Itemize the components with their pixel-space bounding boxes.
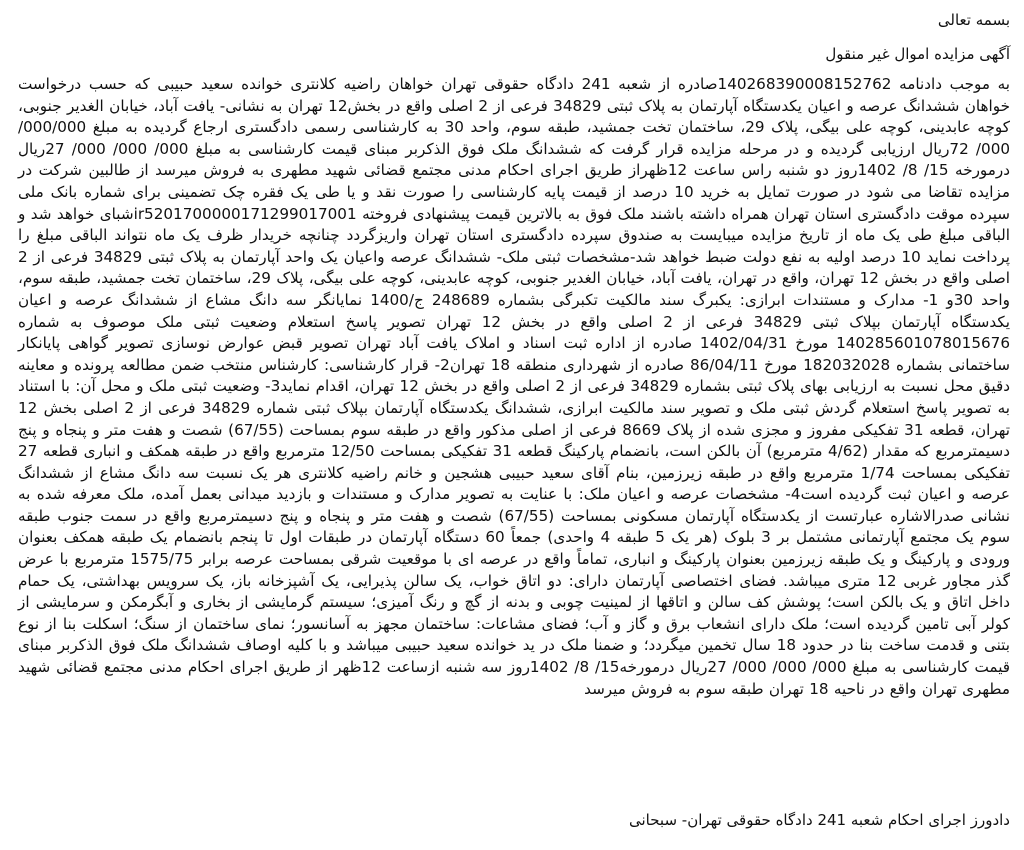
notice-title: آگهی مزایده اموال غیر منقول — [825, 45, 1010, 63]
invocation-line: بسمه تعالی — [937, 11, 1010, 29]
notice-body-paragraph: به موجب دادنامه 140268390008152762صادره از شعبه 241 دادگاه حقوقی تهران خواهان راضیه کلانتری خوانده سعید حبیبی که حسب درخواست خواهان ششدانگ عرصه و اعیان یکدستگاه آپارتمان به پلاک ثبتی 34829 فرعی از 2 اصلی واقع در بخش12 تهران به نشانی- یافت آباد، خیابان الغدیر جنوبی، کوچه عابدینی، کوچه علی بیگی، پلاک 29، ساختمان تخت جمشید، طبقه سوم، واحد 30 به کارشناسی رسمی دادگستری ارجاع گردیده به مبلغ 000/000/ 000/ 72ریال ارزیابی گردیده و در مرحله مزایده قرار گرفت که ششدانگ ملک فوق الذکربر مبنای قیمت کارشناسی به مبلغ 000/ 000/ 000/ 27ریال درمورخه 15/ 8/ 1402روز دو شنبه راس ساعت 12ظهراز طریق اجرای احکام مدنی مجتمع قضائی شهید مطهری به فروش میرسد از طالبین شرکت در مزایده تقاضا می شود در صورت تمایل به خرید 10 درصد از قیمت پایه کارشناسی را صورت نقد و یا طی یک فقره چک تضمینی برای شماره بانک ملی سپرده موقت دادگستری استان تهران همراه داشته باشند ملک فوق به بالاترین قیمت پیشنهادی فروخته ir520170000017129901700‌1شبای خواهد شد و الباقی مبلغ طی یک ماه از تاریخ مزایده میبایست به صندوق سپرده دادگستری استان تهران واریزگردد چنانچه خریدار ظرف یک ماه نتواند الباقی مبلغ را پرداخت نماید 10 درصد اولیه به نفع دولت ضبط خواهد شد-مشخصات ثبتی ملک- ششدانگ عرصه واعیان یک واحد آپارتمان به پلاک ثبتی 34829 فرعی از 2 اصلی واقع در بخش 12 تهران، واقع در تهران، یافت آباد، خیابان الغدیر جنوبی، کوچه عابدینی، کوچه علی بیگی، پلاک 29، ساختمان تخت جمشید، طبقه سوم، واحد 30و 1- مدارک و مستندات ابرازی: یکبرگ سند مالکیت تکبرگی بشماره 248689 ج/1400 نمایانگر سه دانگ مشاع از ششدانگ عرصه و اعیان یکدستگاه آپارتمان بپلاک ثبتی 34829 فرعی از 2 اصلی واقع در بخش 12 تهران تصویر پاسخ استعلام وضعیت ثبتی ملک موصوف به شماره 140285601078015676 مورخ 1402/04/31 صادره از اداره ثبت اسناد و املاک یافت آباد تهران تصویر قبض عوارض نوسازی تصویر گواهی پایانکار ساختمانی بشماره 182032028 مورخ 86/04/11 صادره از شهرداری منطقه 18 تهران2- قرار کارشناسی: کارشناس منتخب ضمن مطالعه پرونده و معاینه دقیق محل نسبت به ارزیابی بهای پلاک ثبتی بشماره 34829 فرعی از 2 اصلی واقع در بخش 12 تهران، اقدام نماید3- وضعیت ثبتی ملک و محل آن: با استناد به تصویر پاسخ استعلام گردش ثبتی ملک و تصویر سند مالکیت ابرازی، ششدانگ یکدستگاه آپارتمان بپلاک ثبتی شماره 34829 فرعی از 2 اصلی بخش 12 تهران، قطعه 31 تفکیکی مفروز و مجزی شده از پلاک 8669 فرعی از اصلی مذکور واقع در طبقه سوم بمساحت (67/55) شصت و هفت متر و پنجاه و پنج دسیمترمربع که مقدار (4/62 مترمربع) آن بالکن است، بانضمام پارکینگ قطعه 31 تفکیکی بمساحت 12/50 مترمربع واقع در طبقه همکف و انباری قطعه 27 تفکیکی بمساحت 1/74 مترمربع واقع در طبقه زیرزمین، بنام آقای سعید حبیبی هشجین و خانم راضیه کلانتری هر یک نسبت سه دانگ مشاع از ششدانگ عرصه و اعیان ثبت گردیده است4- مشخصات عرصه و اعیان ملک: با عنایت به تصویر مدارک و مستندات و بازدید میدانی بعمل آمده، ملک معرفه شده به نشانی صدرالاشاره عبارتست از یکدستگاه آپارتمان مسکونی بمساحت (67/55) شصت و هفت متر و پنجاه و پنج دسیمترمربع واقع در سمت جنوب طبقه سوم یک مجتمع آپارتمانی مشتمل بر 3 بلوک (هر یک 5 طبقه 4 واحدی) جمعاً 60 دستگاه آپارتمان در طبقات اول تا پنجم بانضمام یک طبقه همکف بعنوان ورودی و پارکینگ و یک طبقه زیرزمین بعنوان پارکینگ و انباری، تماماً واقع در عرصه ای با موقعیت شرقی بمساحت عرصه برابر 1575/75 مترمربع با عرض گذر مجاور غربی 12 متری میباشد. فضای اختصاصی آپارتمان دارای: دو اتاق خواب، یک سالن پذیرایی، یک آشپزخانه باز، یک سرویس بهداشتی، یک حمام داخل اتاق و یک بالکن است؛ پوشش کف سالن و اتاقها از لمینیت چوبی و بدنه از گچ و رنگ آمیزی؛ سیستم گرمایشی از بخاری و آبگرمکن و سرمایشی از کولر آبی تامین گردیده است؛ ملک دارای انشعاب برق و گاز و آب؛ فضای مشاعات: ساختمان مجهز به آسانسور؛ نمای ساختمان از سنگ؛ اسکلت بنا از نوع بتنی و قدمت ساخت بنا در حدود 18 سال تخمین میگردد؛ و ضمنا ملک در ید خوانده سعید حبیبی میباشد و با کلیه اوصاف ششدانگ ملک فوق الذکربر مبنای قیمت کارشناسی به مبلغ 000/ 000/ 000/ 27ریال درمورخه15/ 8/ 1402روز سه شنبه ازساعت 12ظهر از طریق اجرای احکام مدنی مجتمع قضائی شهید مطهری تهران واقع در ناحیه 18 تهران طبقه سوم به فروش میرسد — [18, 75, 1011, 698]
signature-line: دادورز اجرای احکام شعبه 241 دادگاه حقوقی تهران- سبحانی — [629, 811, 1010, 829]
